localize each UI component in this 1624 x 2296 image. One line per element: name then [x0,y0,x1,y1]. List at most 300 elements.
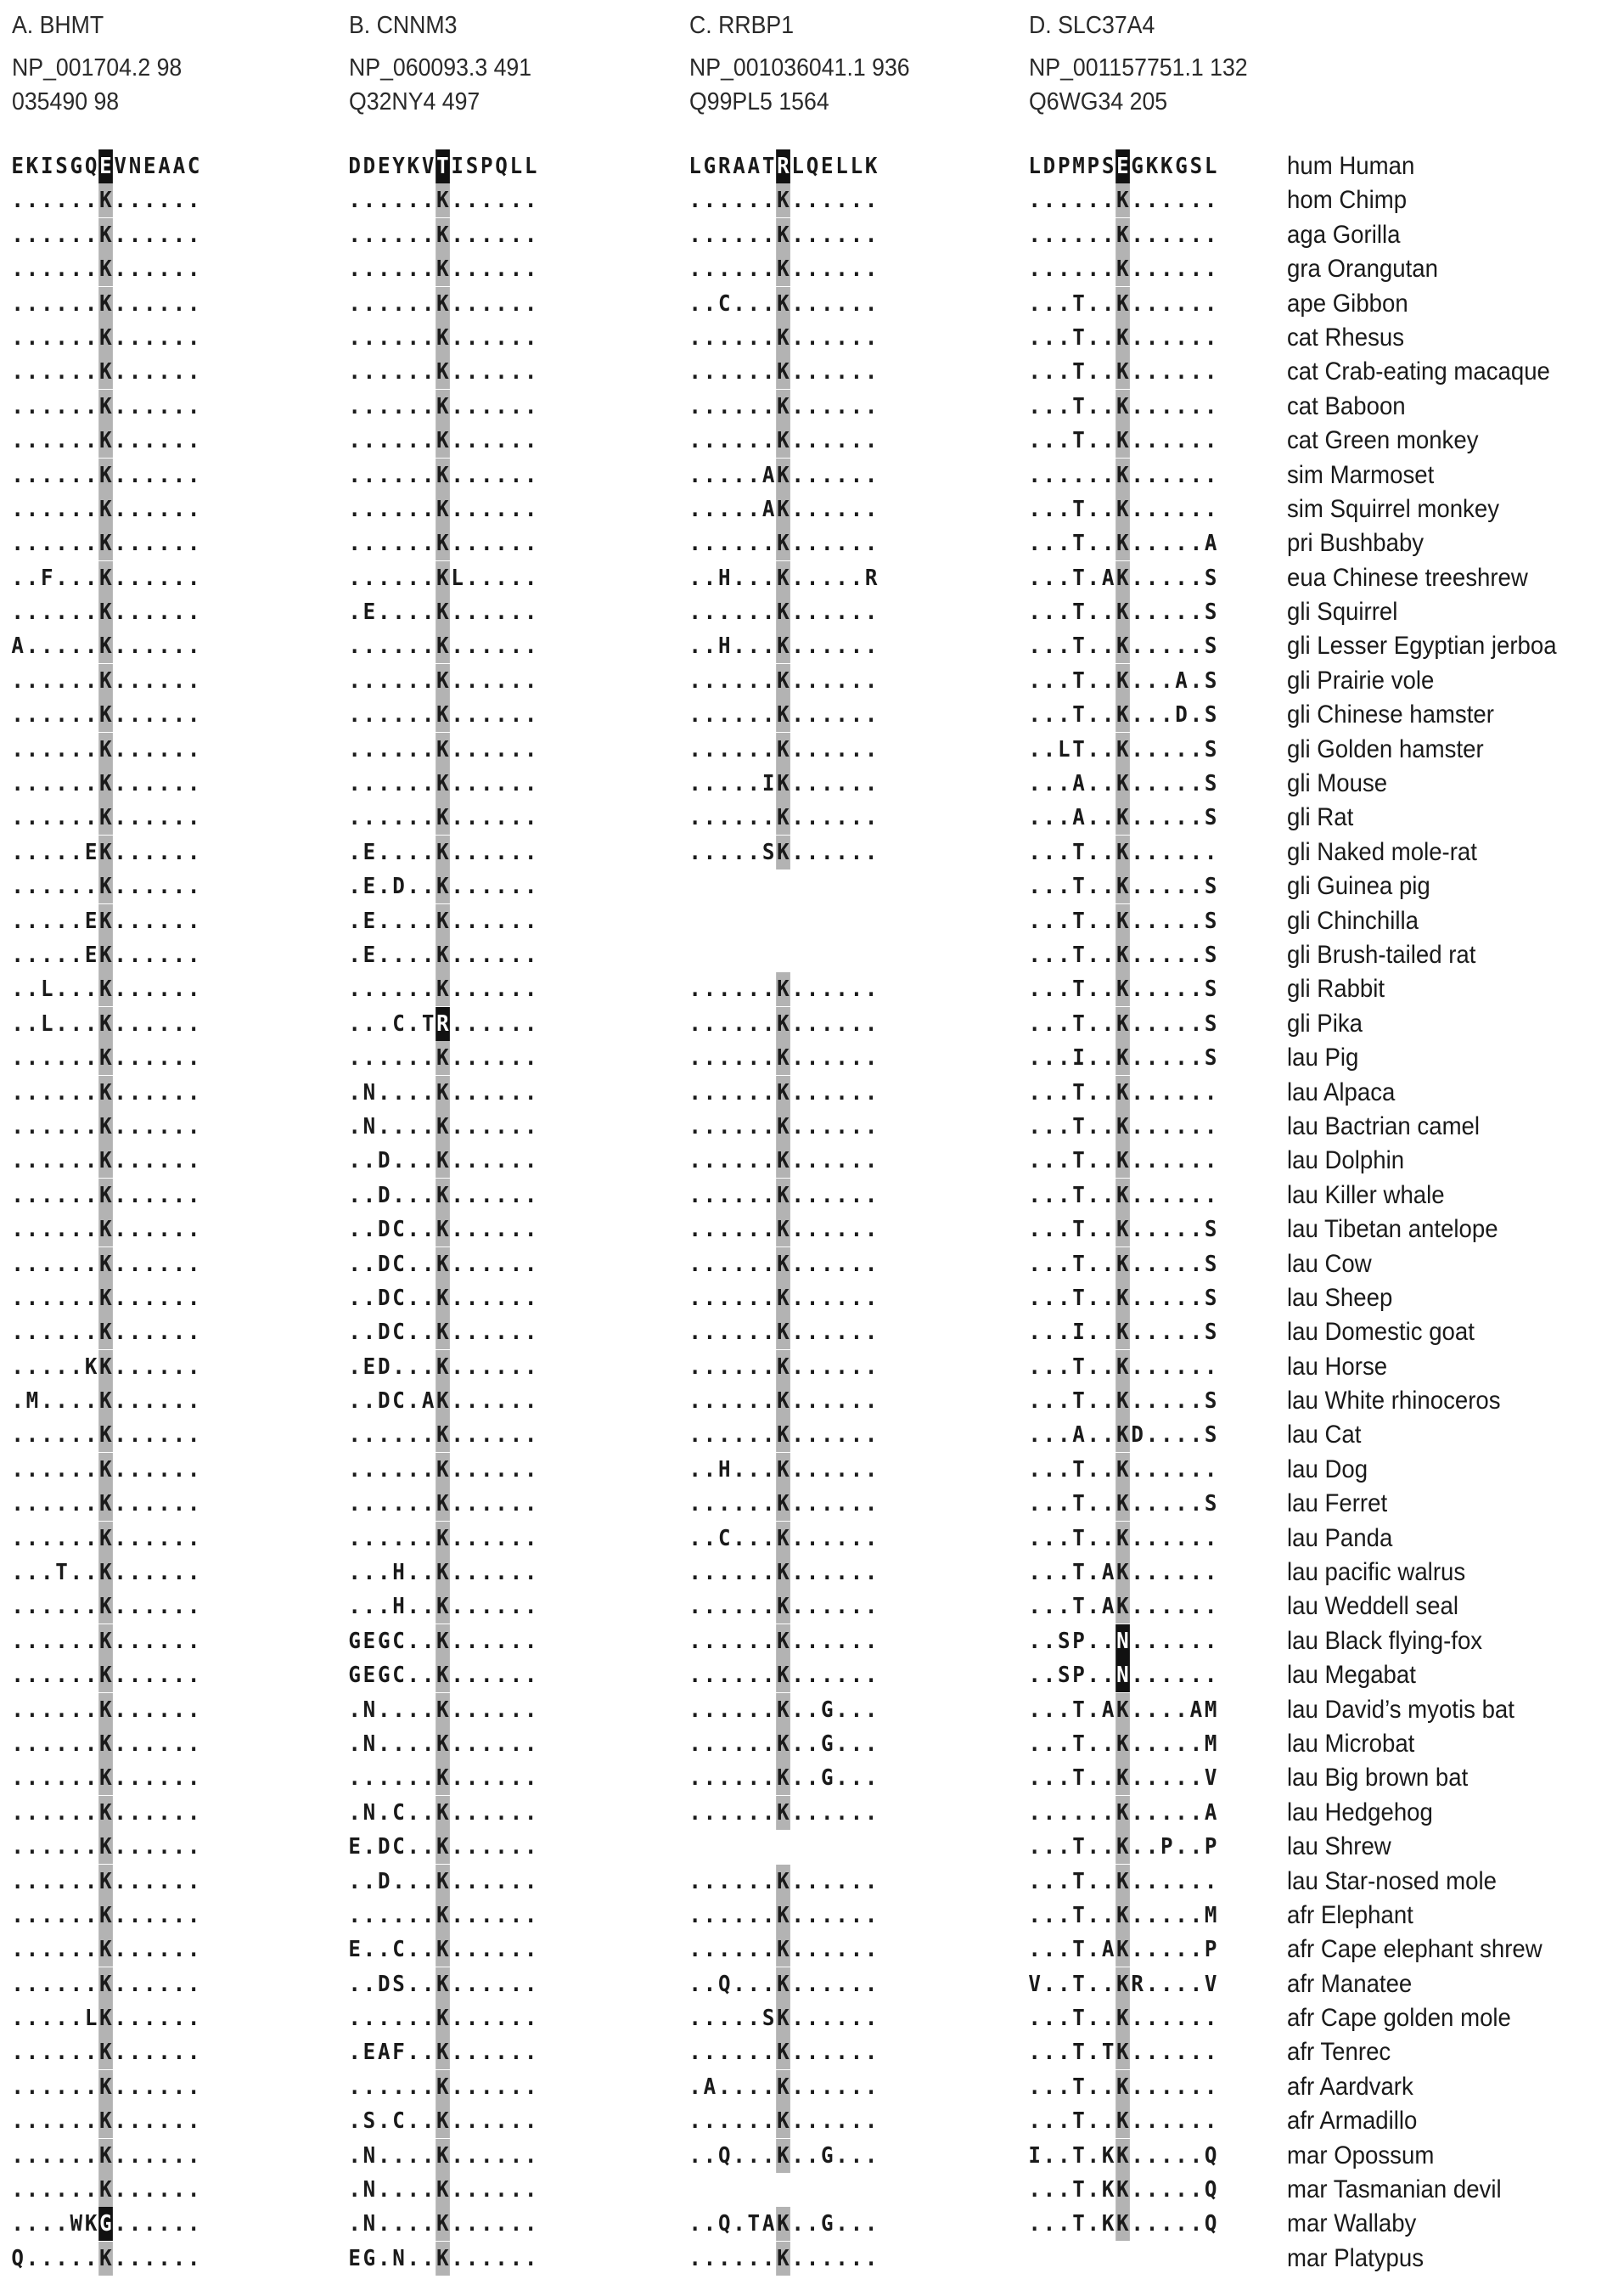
residue: . [1189,633,1203,660]
sequence [347,629,538,663]
residue: . [791,599,804,626]
alignment-row [347,1693,553,1727]
residue: . [1131,1868,1144,1894]
residue: . [703,565,716,591]
residue: . [1160,428,1173,454]
residue: . [1145,290,1159,317]
species-label: gli Pika [1287,1009,1363,1038]
residue: S [1204,736,1217,763]
residue: . [820,702,834,729]
residue: . [377,1079,391,1106]
residue: . [1175,290,1188,317]
alignment-row [10,287,216,321]
sequence [10,287,201,321]
alignment-row [1027,1761,1233,1795]
residue: . [377,2177,391,2203]
residue: . [717,1799,731,1826]
residue: . [717,1594,731,1620]
residue: . [850,2006,863,2032]
residue: T [1072,2211,1085,2237]
residue: M [1204,1697,1217,1723]
residue: . [1160,599,1173,626]
residue: . [703,531,716,557]
residue: . [84,1422,98,1449]
residue: . [864,1971,878,1997]
residue: . [733,1868,745,1894]
residue: . [791,1799,804,1826]
highlighted-residue: K [98,1384,113,1418]
residue: S [1204,1320,1217,1346]
residue: . [480,1765,493,1792]
residue: . [1145,1937,1159,1963]
species-label: aga Gorilla [1287,220,1401,249]
residue: . [480,359,493,385]
residue: . [495,1594,508,1620]
residue: . [1189,2006,1203,2032]
residue: . [1057,2108,1070,2135]
highlighted-residue: K [776,1487,790,1521]
residue: . [377,1730,391,1757]
sequence [688,1693,879,1727]
residue: . [1087,908,1100,934]
residue: . [377,222,391,248]
sequence [1027,1076,1218,1110]
highlighted-residue: K [1115,183,1130,217]
residue: . [421,1285,435,1311]
residue: . [377,462,391,488]
residue: . [11,1902,24,1928]
residue: . [11,1834,24,1860]
residue: . [688,290,701,317]
residue: . [128,1697,142,1723]
highlighted-residue: K [98,390,113,424]
residue: . [524,2211,537,2237]
residue: . [1175,976,1188,1003]
residue: . [1145,256,1159,283]
residue: . [377,324,391,351]
residue: . [703,1730,716,1757]
residue: . [407,1525,420,1551]
residue: . [1204,2040,1217,2066]
residue: S [1204,874,1217,900]
residue: . [1057,1320,1070,1346]
residue: . [688,1697,701,1723]
alignment-row [347,1727,553,1761]
residue: . [172,393,186,419]
residue: . [392,1902,405,1928]
residue: . [864,1320,878,1346]
residue: . [850,1525,863,1551]
residue: L [688,154,701,179]
sequence [347,2242,538,2276]
panel-a-ref2: 035490 98 [12,88,120,115]
alignment-row [10,390,216,424]
residue: . [1087,565,1100,591]
residue: . [40,874,53,900]
residue: . [480,839,493,865]
residue: . [703,1491,716,1517]
residue: . [421,256,435,283]
residue: . [791,1730,804,1757]
residue: . [421,667,435,694]
residue: . [187,222,200,248]
alignment-row [688,1350,893,1384]
residue: . [40,2040,53,2066]
species-label: lau pacific walrus [1287,1558,1466,1587]
residue: P [1204,1834,1217,1860]
alignment-row [688,2173,893,2207]
residue: E [362,2040,376,2066]
residue: . [1131,702,1144,729]
residue: . [451,428,464,454]
residue: . [84,2040,98,2066]
species-label: lau David’s myotis bat [1287,1695,1514,1724]
residue: . [1175,908,1188,934]
residue: . [55,1971,68,1997]
residue: . [524,1663,537,1689]
residue: . [84,1320,98,1346]
residue: . [392,428,405,454]
residue: . [850,2040,863,2066]
residue: . [465,1628,479,1654]
residue: . [1204,462,1217,488]
residue: . [128,1353,142,1380]
residue: . [733,496,745,522]
residue: . [850,428,863,454]
highlighted-residue: K [776,1179,790,1213]
residue: . [1087,1971,1100,1997]
residue: . [820,736,834,763]
residue: Q [495,154,508,179]
highlighted-residue: K [98,698,113,732]
panel-d-header [1029,8,1248,119]
residue: . [1189,1353,1203,1380]
residue: . [1145,1353,1159,1380]
residue: . [172,1113,186,1140]
highlighted-residue: K [776,1624,790,1658]
residue: D [377,1353,391,1380]
residue: . [806,1491,819,1517]
residue: . [70,908,83,934]
residue: . [688,2211,701,2237]
residue: . [1057,1251,1070,1277]
residue: . [820,1663,834,1689]
sequence [347,1624,538,1658]
residue: . [806,1113,819,1140]
highlighted-residue: K [1115,1522,1130,1556]
residue: . [377,1045,391,1072]
residue: . [524,1834,537,1860]
residue: . [1131,942,1144,968]
residue: . [806,1799,819,1826]
highlighted-residue: K [436,1144,450,1178]
residue: A [1072,1422,1085,1449]
residue: . [1101,1868,1115,1894]
alignment-row [688,1899,893,1933]
residue: . [1028,359,1041,385]
highlighted-residue: K [1115,938,1130,972]
residue: . [747,1113,761,1140]
alignment-row [10,595,216,629]
residue: . [25,2177,39,2203]
residue: . [11,1422,24,1449]
residue: . [128,2245,142,2271]
residue: . [791,1697,804,1723]
residue: . [717,805,731,831]
residue: . [11,290,24,317]
residue: . [1028,1182,1041,1208]
residue: . [84,1079,98,1106]
residue: . [1189,1285,1203,1311]
residue: . [11,805,24,831]
residue: . [1131,428,1144,454]
residue: . [1028,1868,1041,1894]
residue: C [392,1320,405,1346]
residue: . [480,1045,493,1072]
residue: . [1028,1113,1041,1140]
residue: . [114,1971,126,1997]
residue: . [158,1799,171,1826]
residue: . [172,2074,186,2100]
residue: . [509,188,523,214]
residue: . [1087,2074,1100,2100]
residue: . [25,976,39,1003]
residue: . [495,496,508,522]
residue: . [187,1834,200,1860]
residue: . [70,1594,83,1620]
residue: . [128,667,142,694]
residue: . [11,1560,24,1586]
residue: . [451,1320,464,1346]
residue: A [1204,531,1217,557]
residue: . [377,667,391,694]
residue: . [362,188,376,214]
residue: . [407,1902,420,1928]
residue: . [362,1320,376,1346]
residue: . [465,1010,479,1037]
residue: . [158,1525,171,1551]
residue: . [158,1353,171,1380]
alignment-row [347,1179,553,1213]
residue: . [421,1730,435,1757]
residue: . [747,1525,761,1551]
alignment-row [1027,1933,1233,1967]
residue: G [1131,154,1144,179]
residue: L [1028,154,1041,179]
residue: . [143,839,156,865]
residue: . [688,2074,701,2100]
residue: . [806,1148,819,1174]
residue: . [465,428,479,454]
sequence [347,1247,538,1281]
highlighted-residue: K [98,2070,113,2104]
residue: . [1057,565,1070,591]
residue: . [128,599,142,626]
residue: V [1204,1765,1217,1792]
residue: . [761,1010,775,1037]
alignment-row [347,183,553,217]
residue: . [143,496,156,522]
residue: K [1101,2142,1115,2169]
residue: . [143,736,156,763]
alignment-row [10,1110,216,1144]
residue: . [703,1079,716,1106]
residue: . [761,1285,775,1311]
residue: . [465,1937,479,1963]
residue: . [480,1937,493,1963]
residue: . [114,2177,126,2203]
residue: . [55,839,68,865]
residue: . [451,1799,464,1826]
residue: . [70,565,83,591]
alignment-row [347,972,553,1006]
residue: . [820,359,834,385]
highlighted-residue: K [436,1315,450,1349]
residue: . [143,1560,156,1586]
highlighted-residue: K [436,733,450,767]
residue: . [421,359,435,385]
residue: . [1204,1628,1217,1654]
residue: . [688,1079,701,1106]
highlighted-residue: K [98,1007,113,1041]
residue: . [1131,2142,1144,2169]
residue: . [1131,222,1144,248]
residue: . [1189,1594,1203,1620]
residue: . [524,942,537,968]
residue: . [806,1079,819,1106]
residue: . [392,1113,405,1140]
residue: . [1160,2040,1173,2066]
residue: . [1131,771,1144,797]
highlighted-residue: K [1115,2139,1130,2173]
residue: . [1028,1834,1041,1860]
residue: . [187,667,200,694]
sequence [688,2207,879,2241]
residue: . [465,771,479,797]
residue: . [495,874,508,900]
residue: . [850,976,863,1003]
residue: . [40,1560,53,1586]
residue: E [84,908,98,934]
alignment-row [688,561,893,595]
residue: . [1042,462,1056,488]
residue: . [172,462,186,488]
residue: . [806,1868,819,1894]
residue: . [1145,1422,1159,1449]
residue: . [1101,874,1115,900]
residue: . [348,667,361,694]
residue: . [1087,942,1100,968]
highlighted-residue: G [98,2207,113,2241]
residue: . [1204,1456,1217,1483]
residue: . [392,496,405,522]
residue: . [480,874,493,900]
residue: . [421,324,435,351]
residue: . [1101,1148,1115,1174]
sequence [688,321,879,355]
alignment-row [688,492,893,526]
residue: . [761,2142,775,2169]
residue: . [835,976,848,1003]
residue: . [1160,942,1173,968]
highlighted-residue: K [1115,390,1130,424]
residue: . [1175,1525,1188,1551]
highlighted-residue: K [436,1076,450,1110]
residue: . [158,256,171,283]
residue: . [524,2040,537,2066]
residue: . [187,565,200,591]
residue: . [761,1422,775,1449]
residue: L [524,154,537,179]
highlighted-residue: K [98,1179,113,1213]
residue: . [451,2211,464,2237]
alignment-row [347,869,553,903]
residue: Q [84,154,98,179]
residue: . [407,908,420,934]
residue: . [11,599,24,626]
residue: . [1160,1663,1173,1689]
residue: T [1072,1971,1085,1997]
alignment-row [688,1418,893,1452]
residue: . [1042,1663,1056,1689]
residue: . [1160,2108,1173,2135]
alignment-row [347,1865,553,1899]
residue: . [1131,2040,1144,2066]
residue: . [806,976,819,1003]
residue: . [806,1456,819,1483]
residue: . [348,359,361,385]
residue: E [348,1834,361,1860]
residue: . [1028,1217,1041,1243]
residue: T [1072,290,1085,317]
alignment-row [1027,526,1233,560]
alignment-row [10,767,216,801]
residue: . [864,1697,878,1723]
residue: . [1175,428,1188,454]
residue: . [850,1079,863,1106]
residue: G [820,1765,834,1792]
residue: . [362,256,376,283]
residue: . [480,1663,493,1689]
residue: . [348,976,361,1003]
residue: . [747,2108,761,2135]
residue: . [1087,599,1100,626]
residue: . [495,188,508,214]
residue: . [84,1902,98,1928]
residue: . [128,874,142,900]
residue: . [377,805,391,831]
residue: . [348,324,361,351]
residue: . [143,1628,156,1654]
residue: . [733,1628,745,1654]
residue: . [1028,2177,1041,2203]
highlighted-residue: K [98,2139,113,2173]
residue: . [850,324,863,351]
residue: . [791,839,804,865]
highlighted-residue: K [776,2070,790,2104]
residue: . [1042,188,1056,214]
residue: . [495,1251,508,1277]
residue: . [747,1937,761,1963]
residue: . [465,1182,479,1208]
residue: . [158,1868,171,1894]
sequence [347,1315,538,1349]
alignment-row [688,1796,893,1830]
highlighted-residue: K [98,1693,113,1727]
residue: . [25,736,39,763]
alignment-row [347,321,553,355]
residue: . [451,1628,464,1654]
